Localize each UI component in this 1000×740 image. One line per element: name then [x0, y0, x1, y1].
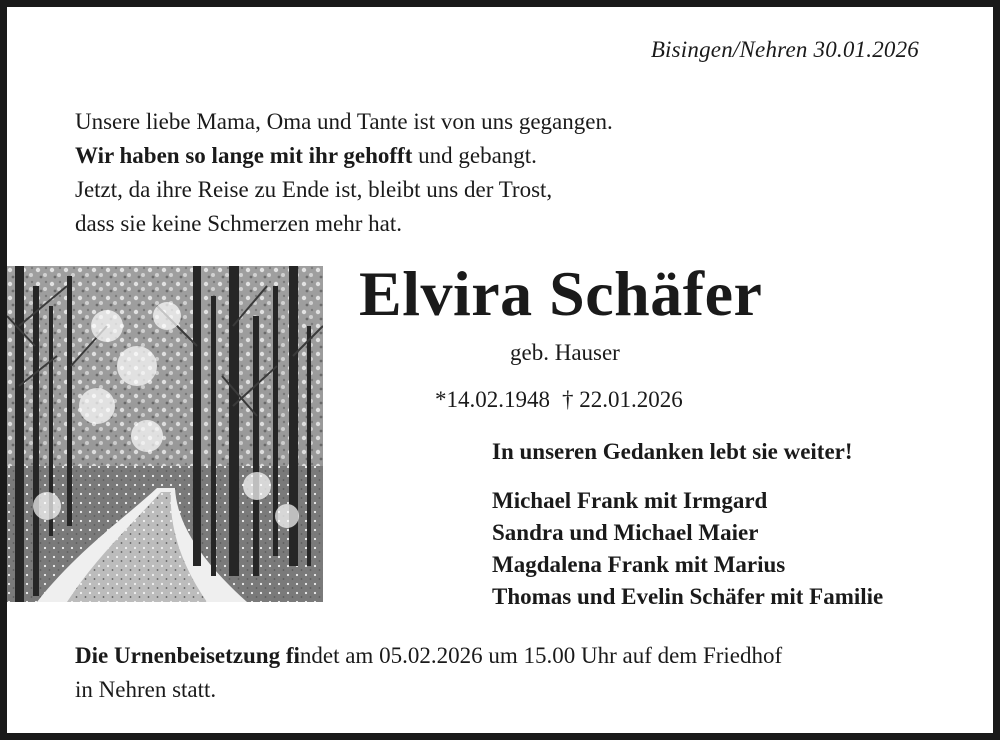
verse-line-3: Jetzt, da ihre Reise zu Ende ist, bleibt uns der Trost, — [75, 177, 553, 202]
verse-line-2-rest: und gebangt. — [412, 143, 537, 168]
maiden-name: geb. Hauser — [510, 340, 620, 365]
list-item: Sandra und Michael Maier — [492, 520, 759, 545]
winter-forest-path-photo — [7, 266, 323, 602]
birth-date: *14.02.1948 — [435, 387, 550, 412]
funeral-line-1 — [75, 639, 782, 673]
funeral-line-2: in Nehren statt. — [75, 677, 217, 702]
list-item: Thomas und Evelin Schäfer mit Familie — [492, 584, 884, 609]
verse-line-2-bold: Wir haben so lange mit ihr gehofft — [75, 143, 413, 168]
funeral-info — [75, 639, 782, 707]
place-and-date: Bisingen/Nehren 30.01.2026 — [650, 37, 919, 62]
motto: In unseren Gedanken lebt sie weiter! — [492, 439, 853, 464]
life-dates — [435, 387, 695, 413]
funeral-line-1-bold: Die Urnenbeisetzung fi — [75, 643, 300, 668]
verse-line-1: Unsere liebe Mama, Oma und Tante ist von uns gegangen. — [75, 109, 613, 134]
list-item: Magdalena Frank mit Marius — [492, 552, 786, 577]
verse-line-2 — [75, 139, 613, 173]
verse-line-4: dass sie keine Schmerzen mehr hat. — [75, 211, 402, 236]
list-item: Michael Frank mit Irmgard — [492, 488, 768, 513]
deceased-name: Elvira Schäfer — [359, 258, 763, 329]
mourners-list — [492, 485, 883, 613]
death-date: † 22.01.2026 — [562, 387, 683, 412]
funeral-line-1-rest: ndet am 05.02.2026 um 15.00 Uhr auf dem Friedhof — [299, 643, 783, 668]
memorial-verse — [75, 105, 613, 241]
